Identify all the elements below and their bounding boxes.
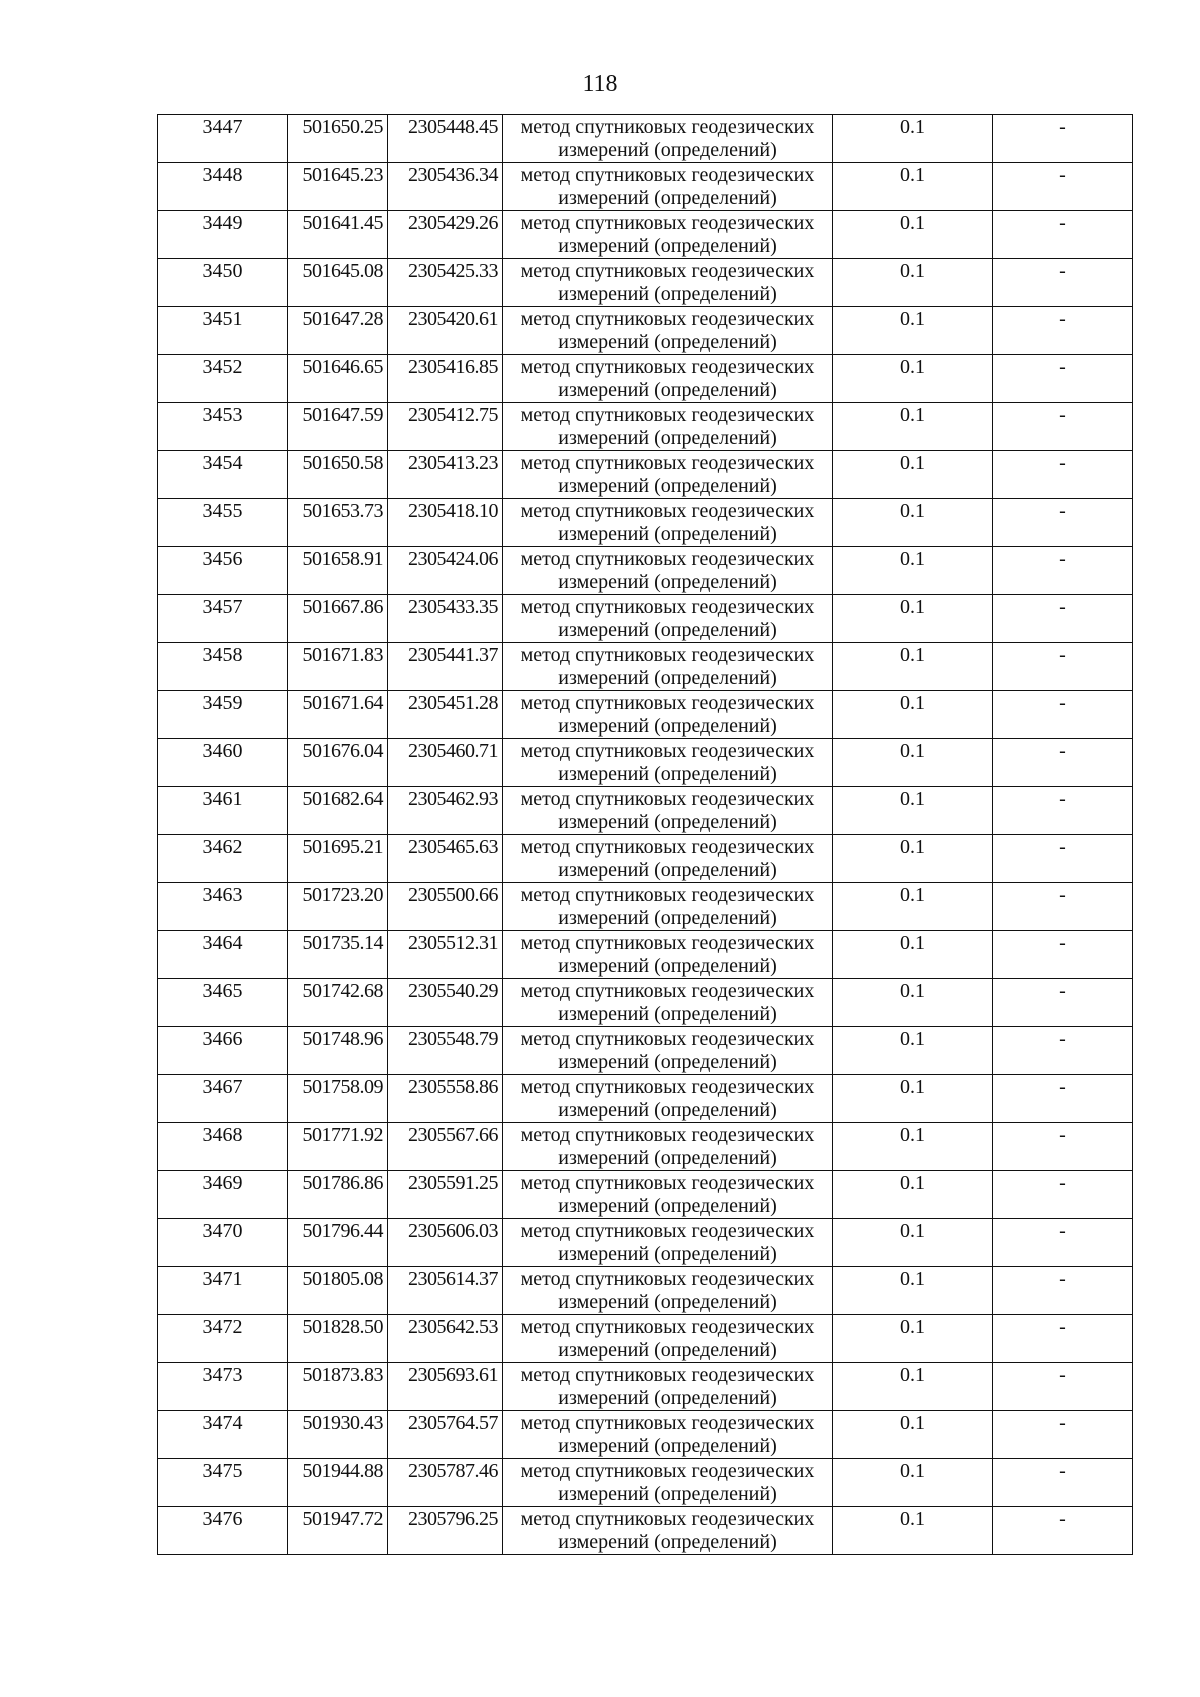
accuracy-cell: 0.1	[833, 1027, 993, 1075]
y-coordinate-cell: 2305413.23	[388, 451, 503, 499]
table-row	[158, 451, 1133, 499]
accuracy-cell: 0.1	[833, 1171, 993, 1219]
accuracy-cell: 0.1	[833, 115, 993, 163]
method-cell: метод спутниковых геодезических измерений (определений)	[503, 259, 833, 307]
method-cell: метод спутниковых геодезических измерений (определений)	[503, 1219, 833, 1267]
table-row	[158, 1027, 1133, 1075]
x-coordinate-cell: 501658.91	[288, 547, 388, 595]
table-row	[158, 547, 1133, 595]
note-cell: -	[993, 1219, 1133, 1267]
note-cell: -	[993, 1027, 1133, 1075]
point-number-cell: 3460	[158, 739, 288, 787]
accuracy-cell: 0.1	[833, 211, 993, 259]
point-number-cell: 3455	[158, 499, 288, 547]
method-cell: метод спутниковых геодезических измерений (определений)	[503, 163, 833, 211]
table-row	[158, 211, 1133, 259]
note-cell: -	[993, 931, 1133, 979]
accuracy-cell: 0.1	[833, 499, 993, 547]
x-coordinate-cell: 501796.44	[288, 1219, 388, 1267]
y-coordinate-cell: 2305424.06	[388, 547, 503, 595]
method-cell: метод спутниковых геодезических измерений (определений)	[503, 451, 833, 499]
table-row	[158, 1123, 1133, 1171]
method-cell: метод спутниковых геодезических измерений (определений)	[503, 1507, 833, 1555]
table-row	[158, 1315, 1133, 1363]
x-coordinate-cell: 501758.09	[288, 1075, 388, 1123]
point-number-cell: 3458	[158, 643, 288, 691]
note-cell: -	[993, 547, 1133, 595]
note-cell: -	[993, 883, 1133, 931]
note-cell: -	[993, 739, 1133, 787]
point-number-cell: 3456	[158, 547, 288, 595]
note-cell: -	[993, 355, 1133, 403]
method-cell: метод спутниковых геодезических измерений (определений)	[503, 1027, 833, 1075]
point-number-cell: 3471	[158, 1267, 288, 1315]
x-coordinate-cell: 501944.88	[288, 1459, 388, 1507]
x-coordinate-cell: 501646.65	[288, 355, 388, 403]
accuracy-cell: 0.1	[833, 1363, 993, 1411]
y-coordinate-cell: 2305436.34	[388, 163, 503, 211]
note-cell: -	[993, 1315, 1133, 1363]
y-coordinate-cell: 2305460.71	[388, 739, 503, 787]
method-cell: метод спутниковых геодезических измерений (определений)	[503, 931, 833, 979]
x-coordinate-cell: 501641.45	[288, 211, 388, 259]
point-number-cell: 3463	[158, 883, 288, 931]
y-coordinate-cell: 2305462.93	[388, 787, 503, 835]
method-cell: метод спутниковых геодезических измерений (определений)	[503, 211, 833, 259]
y-coordinate-cell: 2305425.33	[388, 259, 503, 307]
accuracy-cell: 0.1	[833, 1219, 993, 1267]
accuracy-cell: 0.1	[833, 835, 993, 883]
accuracy-cell: 0.1	[833, 1267, 993, 1315]
table-row	[158, 595, 1133, 643]
x-coordinate-cell: 501667.86	[288, 595, 388, 643]
accuracy-cell: 0.1	[833, 739, 993, 787]
note-cell: -	[993, 1075, 1133, 1123]
y-coordinate-cell: 2305465.63	[388, 835, 503, 883]
point-number-cell: 3469	[158, 1171, 288, 1219]
method-cell: метод спутниковых геодезических измерений (определений)	[503, 115, 833, 163]
table-row	[158, 787, 1133, 835]
accuracy-cell: 0.1	[833, 1123, 993, 1171]
note-cell: -	[993, 211, 1133, 259]
y-coordinate-cell: 2305412.75	[388, 403, 503, 451]
coordinates-table	[157, 114, 1133, 1555]
y-coordinate-cell: 2305642.53	[388, 1315, 503, 1363]
table-row	[158, 1459, 1133, 1507]
accuracy-cell: 0.1	[833, 1075, 993, 1123]
table-row	[158, 1267, 1133, 1315]
accuracy-cell: 0.1	[833, 691, 993, 739]
point-number-cell: 3476	[158, 1507, 288, 1555]
table-row	[158, 883, 1133, 931]
y-coordinate-cell: 2305416.85	[388, 355, 503, 403]
y-coordinate-cell: 2305433.35	[388, 595, 503, 643]
point-number-cell: 3449	[158, 211, 288, 259]
accuracy-cell: 0.1	[833, 1315, 993, 1363]
table-row	[158, 1219, 1133, 1267]
table-row	[158, 931, 1133, 979]
y-coordinate-cell: 2305614.37	[388, 1267, 503, 1315]
accuracy-cell: 0.1	[833, 1411, 993, 1459]
note-cell: -	[993, 1507, 1133, 1555]
method-cell: метод спутниковых геодезических измерений (определений)	[503, 1171, 833, 1219]
note-cell: -	[993, 1363, 1133, 1411]
method-cell: метод спутниковых геодезических измерений (определений)	[503, 1459, 833, 1507]
point-number-cell: 3452	[158, 355, 288, 403]
x-coordinate-cell: 501682.64	[288, 787, 388, 835]
x-coordinate-cell: 501930.43	[288, 1411, 388, 1459]
page-number: 118	[582, 71, 618, 97]
x-coordinate-cell: 501647.28	[288, 307, 388, 355]
accuracy-cell: 0.1	[833, 355, 993, 403]
y-coordinate-cell: 2305764.57	[388, 1411, 503, 1459]
method-cell: метод спутниковых геодезических измерений (определений)	[503, 643, 833, 691]
y-coordinate-cell: 2305796.25	[388, 1507, 503, 1555]
method-cell: метод спутниковых геодезических измерений (определений)	[503, 499, 833, 547]
y-coordinate-cell: 2305448.45	[388, 115, 503, 163]
y-coordinate-cell: 2305540.29	[388, 979, 503, 1027]
point-number-cell: 3466	[158, 1027, 288, 1075]
point-number-cell: 3451	[158, 307, 288, 355]
table-row	[158, 1075, 1133, 1123]
x-coordinate-cell: 501786.86	[288, 1171, 388, 1219]
note-cell: -	[993, 595, 1133, 643]
y-coordinate-cell: 2305558.86	[388, 1075, 503, 1123]
x-coordinate-cell: 501771.92	[288, 1123, 388, 1171]
method-cell: метод спутниковых геодезических измерений (определений)	[503, 307, 833, 355]
x-coordinate-cell: 501650.25	[288, 115, 388, 163]
x-coordinate-cell: 501723.20	[288, 883, 388, 931]
point-number-cell: 3454	[158, 451, 288, 499]
note-cell: -	[993, 307, 1133, 355]
x-coordinate-cell: 501805.08	[288, 1267, 388, 1315]
y-coordinate-cell: 2305429.26	[388, 211, 503, 259]
table-row	[158, 1363, 1133, 1411]
point-number-cell: 3459	[158, 691, 288, 739]
x-coordinate-cell: 501647.59	[288, 403, 388, 451]
point-number-cell: 3475	[158, 1459, 288, 1507]
method-cell: метод спутниковых геодезических измерений (определений)	[503, 835, 833, 883]
x-coordinate-cell: 501748.96	[288, 1027, 388, 1075]
accuracy-cell: 0.1	[833, 1459, 993, 1507]
method-cell: метод спутниковых геодезических измерений (определений)	[503, 547, 833, 595]
y-coordinate-cell: 2305451.28	[388, 691, 503, 739]
table-row	[158, 1507, 1133, 1555]
accuracy-cell: 0.1	[833, 883, 993, 931]
note-cell: -	[993, 1411, 1133, 1459]
accuracy-cell: 0.1	[833, 451, 993, 499]
note-cell: -	[993, 1459, 1133, 1507]
note-cell: -	[993, 835, 1133, 883]
note-cell: -	[993, 451, 1133, 499]
table-row	[158, 643, 1133, 691]
x-coordinate-cell: 501947.72	[288, 1507, 388, 1555]
point-number-cell: 3448	[158, 163, 288, 211]
x-coordinate-cell: 501742.68	[288, 979, 388, 1027]
y-coordinate-cell: 2305418.10	[388, 499, 503, 547]
x-coordinate-cell: 501653.73	[288, 499, 388, 547]
point-number-cell: 3450	[158, 259, 288, 307]
note-cell: -	[993, 259, 1133, 307]
point-number-cell: 3457	[158, 595, 288, 643]
method-cell: метод спутниковых геодезических измерений (определений)	[503, 1075, 833, 1123]
table-row	[158, 979, 1133, 1027]
method-cell: метод спутниковых геодезических измерений (определений)	[503, 787, 833, 835]
note-cell: -	[993, 163, 1133, 211]
x-coordinate-cell: 501645.08	[288, 259, 388, 307]
x-coordinate-cell: 501650.58	[288, 451, 388, 499]
y-coordinate-cell: 2305787.46	[388, 1459, 503, 1507]
table-row	[158, 163, 1133, 211]
accuracy-cell: 0.1	[833, 643, 993, 691]
point-number-cell: 3462	[158, 835, 288, 883]
accuracy-cell: 0.1	[833, 979, 993, 1027]
note-cell: -	[993, 115, 1133, 163]
accuracy-cell: 0.1	[833, 163, 993, 211]
method-cell: метод спутниковых геодезических измерений (определений)	[503, 1411, 833, 1459]
accuracy-cell: 0.1	[833, 931, 993, 979]
accuracy-cell: 0.1	[833, 307, 993, 355]
y-coordinate-cell: 2305500.66	[388, 883, 503, 931]
accuracy-cell: 0.1	[833, 1507, 993, 1555]
x-coordinate-cell: 501735.14	[288, 931, 388, 979]
table-row	[158, 1411, 1133, 1459]
y-coordinate-cell: 2305567.66	[388, 1123, 503, 1171]
note-cell: -	[993, 1267, 1133, 1315]
y-coordinate-cell: 2305693.61	[388, 1363, 503, 1411]
note-cell: -	[993, 691, 1133, 739]
table-row	[158, 355, 1133, 403]
table-row	[158, 1171, 1133, 1219]
table-row	[158, 691, 1133, 739]
table-row	[158, 307, 1133, 355]
point-number-cell: 3467	[158, 1075, 288, 1123]
table-row	[158, 739, 1133, 787]
y-coordinate-cell: 2305548.79	[388, 1027, 503, 1075]
table-row	[158, 259, 1133, 307]
y-coordinate-cell: 2305441.37	[388, 643, 503, 691]
method-cell: метод спутниковых геодезических измерений (определений)	[503, 883, 833, 931]
method-cell: метод спутниковых геодезических измерений (определений)	[503, 355, 833, 403]
table-row	[158, 403, 1133, 451]
method-cell: метод спутниковых геодезических измерений (определений)	[503, 979, 833, 1027]
accuracy-cell: 0.1	[833, 259, 993, 307]
y-coordinate-cell: 2305591.25	[388, 1171, 503, 1219]
method-cell: метод спутниковых геодезических измерений (определений)	[503, 595, 833, 643]
note-cell: -	[993, 787, 1133, 835]
note-cell: -	[993, 499, 1133, 547]
method-cell: метод спутниковых геодезических измерений (определений)	[503, 1315, 833, 1363]
point-number-cell: 3474	[158, 1411, 288, 1459]
method-cell: метод спутниковых геодезических измерений (определений)	[503, 1267, 833, 1315]
method-cell: метод спутниковых геодезических измерений (определений)	[503, 403, 833, 451]
point-number-cell: 3468	[158, 1123, 288, 1171]
x-coordinate-cell: 501676.04	[288, 739, 388, 787]
y-coordinate-cell: 2305512.31	[388, 931, 503, 979]
point-number-cell: 3453	[158, 403, 288, 451]
point-number-cell: 3461	[158, 787, 288, 835]
method-cell: метод спутниковых геодезических измерений (определений)	[503, 1363, 833, 1411]
point-number-cell: 3472	[158, 1315, 288, 1363]
accuracy-cell: 0.1	[833, 787, 993, 835]
table-row	[158, 835, 1133, 883]
x-coordinate-cell: 501695.21	[288, 835, 388, 883]
y-coordinate-cell: 2305606.03	[388, 1219, 503, 1267]
table-row	[158, 115, 1133, 163]
accuracy-cell: 0.1	[833, 595, 993, 643]
x-coordinate-cell: 501645.23	[288, 163, 388, 211]
x-coordinate-cell: 501828.50	[288, 1315, 388, 1363]
table-row	[158, 499, 1133, 547]
x-coordinate-cell: 501671.64	[288, 691, 388, 739]
x-coordinate-cell: 501671.83	[288, 643, 388, 691]
accuracy-cell: 0.1	[833, 547, 993, 595]
point-number-cell: 3473	[158, 1363, 288, 1411]
point-number-cell: 3464	[158, 931, 288, 979]
x-coordinate-cell: 501873.83	[288, 1363, 388, 1411]
method-cell: метод спутниковых геодезических измерений (определений)	[503, 1123, 833, 1171]
accuracy-cell: 0.1	[833, 403, 993, 451]
point-number-cell: 3470	[158, 1219, 288, 1267]
note-cell: -	[993, 643, 1133, 691]
y-coordinate-cell: 2305420.61	[388, 307, 503, 355]
note-cell: -	[993, 1123, 1133, 1171]
method-cell: метод спутниковых геодезических измерений (определений)	[503, 739, 833, 787]
note-cell: -	[993, 979, 1133, 1027]
coordinates-table-body	[158, 115, 1133, 1555]
method-cell: метод спутниковых геодезических измерений (определений)	[503, 691, 833, 739]
point-number-cell: 3447	[158, 115, 288, 163]
note-cell: -	[993, 1171, 1133, 1219]
note-cell: -	[993, 403, 1133, 451]
point-number-cell: 3465	[158, 979, 288, 1027]
